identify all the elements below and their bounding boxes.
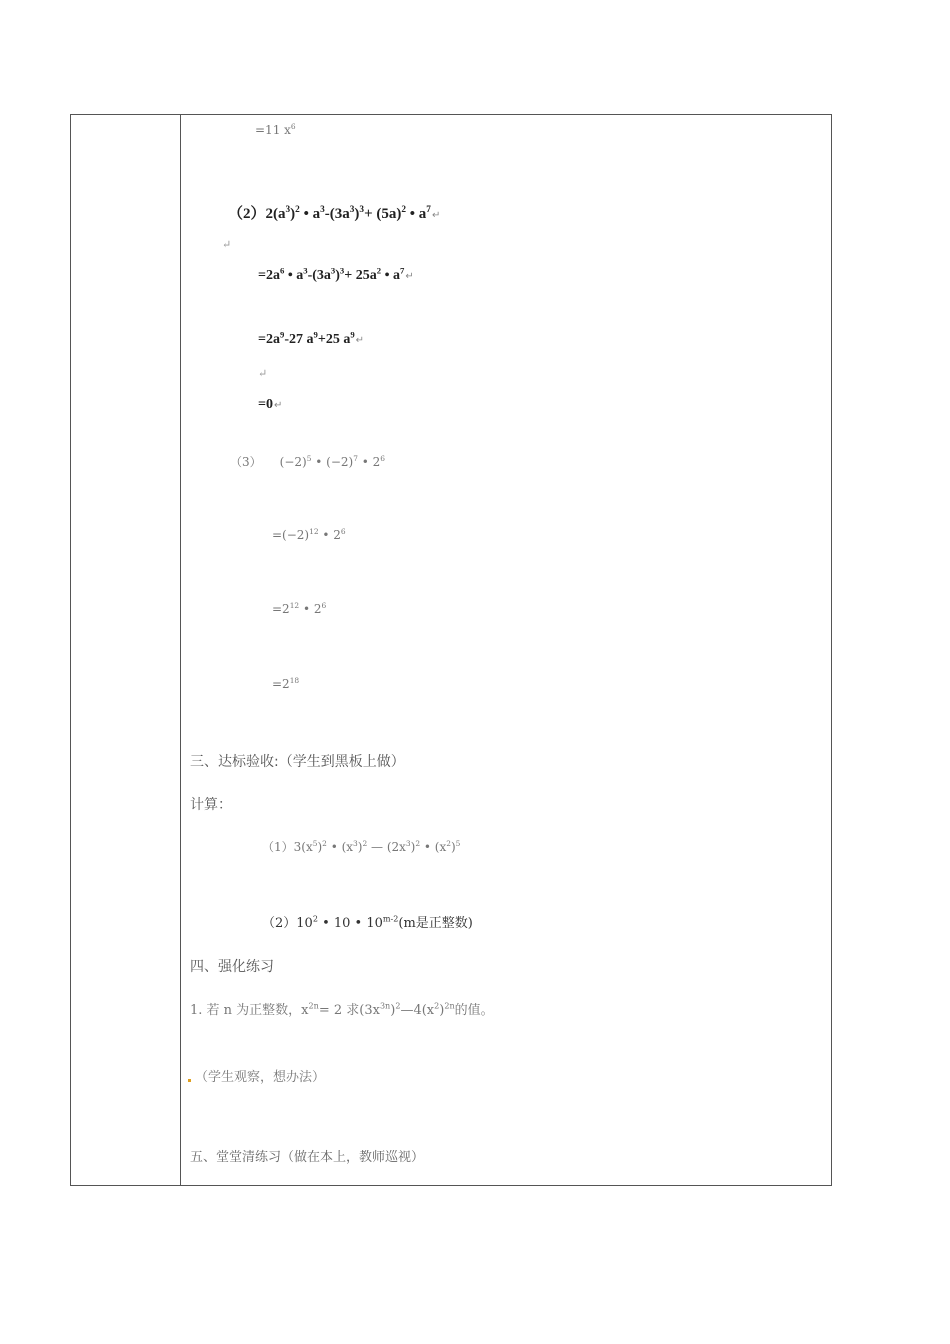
superscript: m-2 — [382, 914, 399, 924]
text-segment: ) — [335, 268, 340, 283]
superscript: 18 — [289, 676, 300, 685]
superscript: 7 — [400, 265, 405, 276]
superscript: 3 — [405, 839, 411, 848]
superscript: 6 — [340, 527, 346, 536]
superscript: 2 — [376, 265, 382, 276]
problem-2-step-2: $=2a^9-27$ $a^9+25$ $a^9↵$ — [258, 329, 365, 347]
superscript: 9 — [350, 329, 355, 340]
text-segment: (m是正整数) — [398, 916, 473, 931]
text-segment: + 25a — [344, 268, 377, 283]
superscript: 5 — [455, 839, 461, 848]
text-segment: 1. 若 n 为正整数，x — [190, 1003, 309, 1018]
text-segment: -(3a — [324, 206, 350, 222]
superscript: 2 — [312, 914, 318, 924]
text-segment: —4(x — [400, 1003, 435, 1018]
text-segment: • 2 — [318, 528, 341, 542]
text-segment: ) — [357, 840, 363, 854]
text-segment: • (−2) — [311, 455, 354, 469]
superscript: 6 — [380, 454, 386, 463]
superscript: 7 — [426, 205, 431, 215]
text-segment: • a — [299, 206, 321, 222]
superscript: 3 — [285, 205, 291, 215]
return-mark: ↵ — [222, 238, 232, 251]
superscript: 2n — [308, 1001, 319, 1011]
problem-3-step-2 — [272, 602, 326, 616]
superscript: 3 — [359, 205, 365, 215]
superscript: 2 — [295, 205, 300, 215]
section-3-title: 三、达标验收:（学生到黑板上做） — [190, 754, 405, 770]
superscript: 2 — [362, 839, 368, 848]
text-segment: （2）10 — [262, 916, 313, 931]
superscript: 6 — [321, 601, 327, 610]
problem-3-step-1 — [272, 528, 346, 542]
section-5-title: 五、堂堂清练习（做在本上，教师巡视） — [190, 1150, 425, 1165]
superscript: 2 — [395, 1001, 401, 1011]
superscript: 3 — [303, 265, 308, 276]
superscript: 3 — [330, 265, 336, 276]
text-segment: -27 a — [284, 332, 314, 347]
text-segment: =2a — [258, 332, 280, 347]
text-segment: 的值。 — [454, 1003, 494, 1018]
problem-2-expression: $(2)2(a^3)^2$ • $a^3-(3a^3)^3+ (5a)^2$ • $a^7↵$ — [228, 205, 441, 222]
superscript: 7 — [353, 454, 358, 463]
text-segment: （1）3(x — [262, 840, 313, 854]
superscript: 3 — [349, 205, 355, 215]
superscript: 12 — [289, 601, 300, 610]
text-segment: ) — [390, 1003, 396, 1018]
return-mark: ↵ — [258, 367, 268, 380]
text-segment: ) — [354, 206, 360, 222]
text-segment: • a — [406, 206, 427, 222]
question-1 — [262, 838, 460, 855]
text-segment: (−2) — [279, 455, 307, 469]
text-segment: ) — [450, 840, 456, 854]
text-segment: • 2 — [299, 602, 322, 616]
text-segment: • a — [284, 268, 304, 283]
text-segment: =2a — [258, 268, 280, 283]
question-2 — [262, 912, 473, 931]
text-segment: + (5a) — [364, 206, 402, 222]
superscript: 2 — [446, 839, 451, 848]
superscript: 3n — [379, 1001, 391, 1011]
superscript: 2n — [444, 1001, 455, 1011]
student-note: （学生观察，想办法） — [188, 1066, 325, 1085]
superscript: 5 — [312, 839, 318, 848]
superscript: 12 — [309, 527, 319, 536]
text-segment: • 2 — [357, 455, 381, 469]
step-result-x6: =11 $x^6$ — [255, 122, 296, 137]
column-divider — [180, 115, 181, 1185]
text-segment: +25 a — [317, 332, 351, 347]
lesson-table — [70, 114, 832, 1186]
exercise-1 — [190, 999, 494, 1018]
text-segment: ) — [439, 1003, 445, 1018]
problem-2-step-1: $=2a^6$ • $a^3-(3a^3)^3+ 25a^2$ • $a^7↵$ — [258, 265, 414, 283]
problem-2-step-3: =0↵ — [258, 397, 283, 412]
text-segment: ) — [410, 840, 416, 854]
text-segment: — (2x — [367, 840, 406, 854]
superscript: 9 — [313, 329, 318, 340]
text-segment: ) — [290, 206, 296, 222]
superscript: 3 — [339, 265, 345, 276]
problem-3-expression: （3） $(-2)^5$ • $(-2)^7$ • $2^6$ — [230, 454, 386, 469]
calc-label: 计算： — [190, 797, 232, 813]
superscript: 2 — [434, 1001, 440, 1011]
text-segment: =(−2) — [272, 528, 310, 542]
superscript: 2 — [401, 205, 407, 215]
text-segment: • 10 • 10 — [317, 916, 383, 931]
section-4-title: 四、强化练习 — [190, 959, 274, 975]
superscript: 5 — [306, 454, 312, 463]
superscript: 9 — [279, 329, 285, 340]
text-segment: • (x — [326, 840, 354, 854]
superscript: 3 — [320, 205, 325, 215]
text-segment: =2 — [272, 677, 290, 691]
text-segment: • (x — [420, 840, 447, 854]
superscript: 2 — [322, 839, 327, 848]
text-segment: 2(a — [265, 206, 286, 222]
bullet-dot-icon — [188, 1079, 191, 1082]
text-segment: • a — [381, 268, 400, 283]
superscript: 2 — [415, 839, 421, 848]
superscript: 6 — [279, 265, 285, 276]
text-segment: =2 — [272, 602, 290, 616]
superscript: 3 — [353, 839, 358, 848]
text-segment: = 2 求(3x — [318, 1003, 380, 1018]
text-segment: ) — [317, 840, 323, 854]
text-segment: -(3a — [307, 268, 331, 283]
problem-3-step-3 — [272, 677, 299, 691]
